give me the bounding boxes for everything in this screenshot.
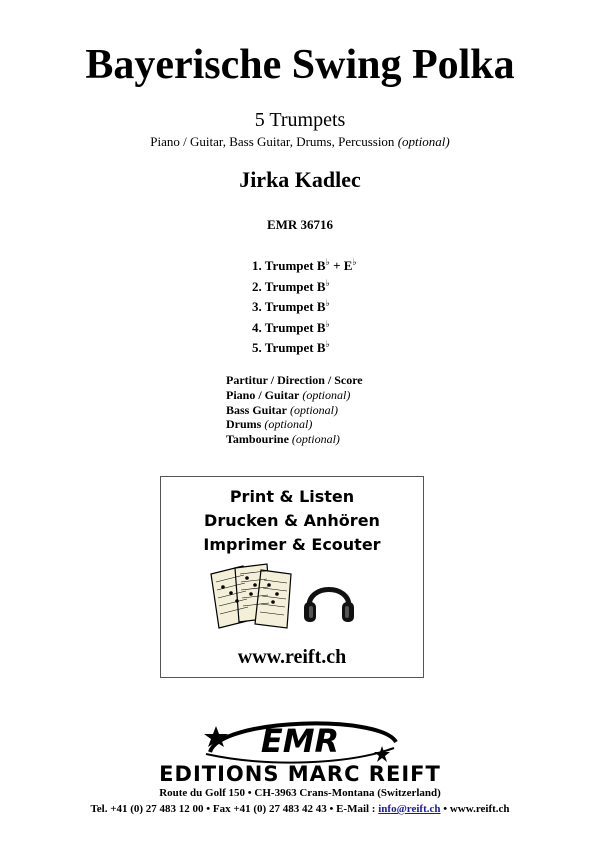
sheet-music-icon [207,560,297,632]
promo-line: Drucken & Anhören [204,511,380,530]
part-item: 4. Trumpet B♭ [252,318,330,335]
subtitle: 5 Trumpets [254,109,346,131]
part-item: 5. Trumpet B♭ [252,339,330,355]
extra-item: Piano / Guitar (optional) [226,387,351,402]
headphones-icon [301,572,357,628]
instrumentation-optional: (optional) [397,134,450,149]
logo-letters: EMR [260,722,340,760]
instrumentation [0,134,600,150]
email-link[interactable]: info@reift.ch [378,803,441,815]
page-title: Bayerische Swing Polka [85,42,515,88]
catalog-number: EMR 36716 [266,217,334,232]
extra-item: Drums (optional) [226,417,313,432]
part-item: 1. Trumpet B♭ + E♭ [252,257,357,273]
part-item: 3. Trumpet B♭ [252,298,330,314]
website-text: • www.reift.ch [440,803,510,815]
promo-url-link[interactable]: www.reift.ch [237,646,347,668]
extra-item: Partitur / Direction / Score [226,373,363,387]
extra-item: Bass Guitar (optional) [226,402,339,417]
print-listen-box[interactable] [160,476,424,678]
composer: Jirka Kadlec [239,167,361,192]
instrumentation-main: Piano / Guitar, Bass Guitar, Drums, Percussion [150,134,395,149]
parts-list [252,252,357,355]
extras-list [226,373,363,447]
extra-item: Tambourine (optional) [226,432,340,447]
promo-line: Print & Listen [229,487,355,506]
publisher-name: EDITIONS MARC REIFT [159,762,441,786]
contact-text: Tel. +41 (0) 27 483 12 00 • Fax +41 (0) 27 483 42 43 • E-Mail : [90,803,379,815]
promo-line: Imprimer & Ecouter [203,535,381,554]
footer-contact [0,802,600,816]
part-item: 2. Trumpet B♭ [252,277,330,294]
footer-address: Route du Golf 150 • CH-3963 Crans-Montana (Switzerland) [159,787,441,799]
